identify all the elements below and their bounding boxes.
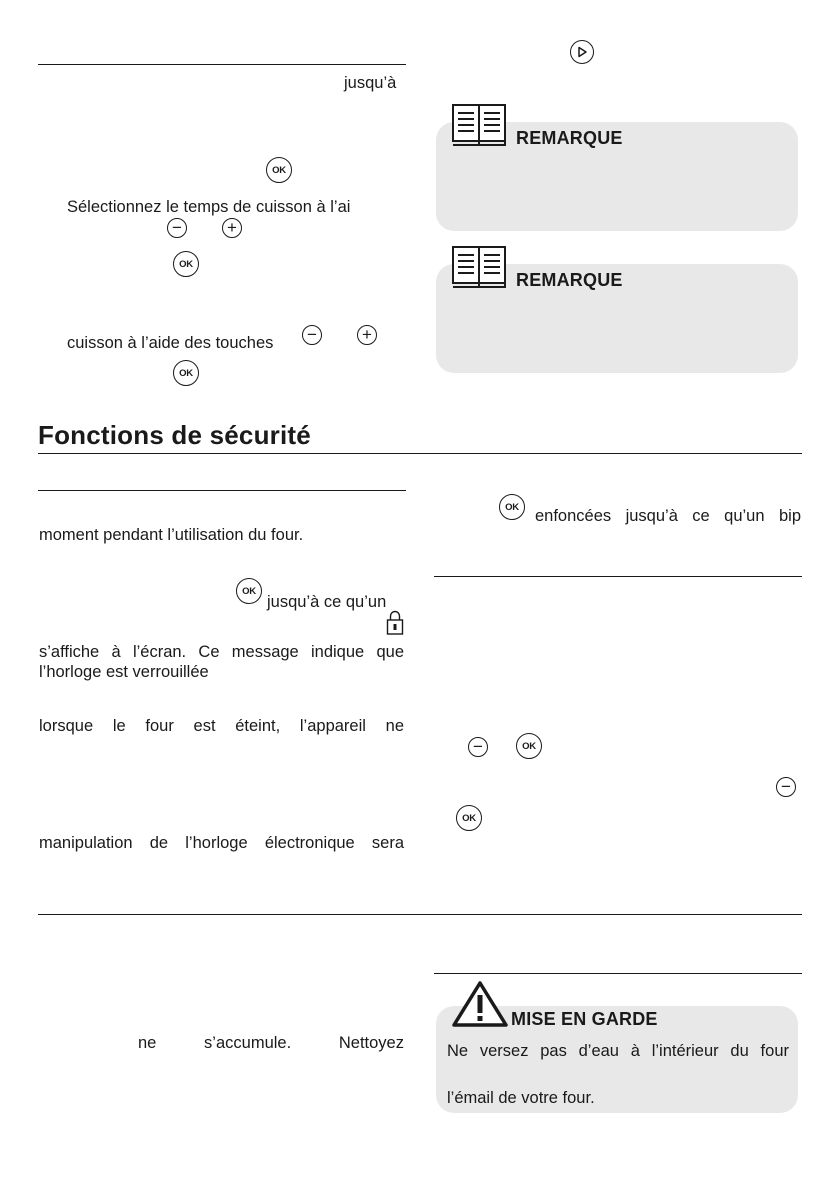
text-affiche-ecran: s’affiche à l’écran. Ce message indique que	[39, 643, 404, 661]
note-title-2: REMARQUE	[516, 270, 623, 290]
text-jusqua: jusqu’à	[344, 74, 397, 92]
ok-icon: OK	[499, 494, 525, 520]
section-underline	[38, 453, 802, 454]
divider-bottom-full	[38, 914, 802, 915]
warning-title: MISE EN GARDE	[511, 1009, 658, 1029]
ok-icon: OK	[236, 578, 262, 604]
note-title-1: REMARQUE	[516, 128, 623, 148]
warning-icon	[452, 980, 508, 1028]
minus-icon: −	[468, 737, 488, 757]
warning-text-line2: l’émail de votre four.	[447, 1089, 595, 1107]
book-icon	[452, 246, 506, 288]
ok-icon: OK	[516, 733, 542, 759]
minus-icon: −	[302, 325, 322, 345]
ok-icon: OK	[173, 360, 199, 386]
text-jusqua-ce-quun: jusqu’à ce qu’un	[267, 593, 387, 611]
text-four-eteint: lorsque le four est éteint, l’appareil ne	[39, 717, 404, 735]
section-title: Fonctions de sécurité	[38, 420, 311, 450]
minus-icon: −	[776, 777, 796, 797]
text-moment: moment pendant l’utilisation du four.	[39, 526, 304, 544]
divider-mid-right	[434, 576, 802, 577]
ok-icon: OK	[456, 805, 482, 831]
lock-icon	[386, 609, 404, 635]
text-horloge-verrouillee: l’horloge est verrouillée	[39, 663, 209, 681]
text-manipulation-horloge: manipulation de l’horloge électronique sera	[39, 834, 404, 852]
minus-icon: −	[167, 218, 187, 238]
plus-icon: +	[357, 325, 377, 345]
warning-text-line1: Ne versez pas d’eau à l’intérieur du four	[447, 1042, 789, 1060]
ok-icon: OK	[173, 251, 199, 277]
divider-top-left	[38, 64, 406, 65]
text-select-cooking-time: Sélectionnez le temps de cuisson à l’ai	[67, 198, 351, 216]
text-enfoncees-bip: enfoncées jusqu’à ce qu’un bip	[535, 507, 801, 525]
ok-icon: OK	[266, 157, 292, 183]
divider-mid-left	[38, 490, 406, 491]
plus-icon: +	[222, 218, 242, 238]
play-icon	[570, 40, 594, 64]
text-cuisson-touches: cuisson à l’aide des touches	[67, 334, 274, 352]
divider-bottom-right	[434, 973, 802, 974]
text-accumule: ne s’accumule. Nettoyez	[138, 1034, 404, 1052]
book-icon	[452, 104, 506, 146]
